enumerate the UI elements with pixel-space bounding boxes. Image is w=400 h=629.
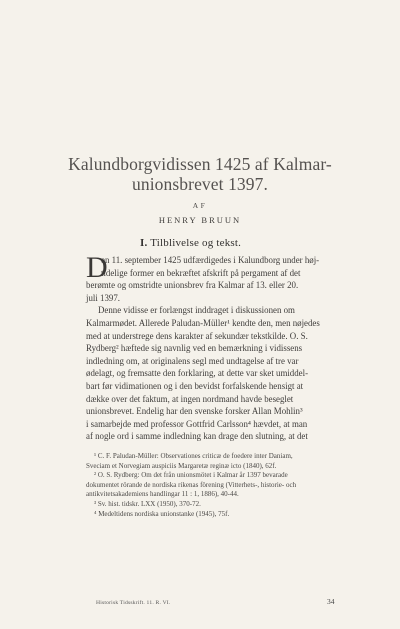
- paragraph-line: dække over det faktum, at ingen nordmand havde beseglet: [86, 393, 294, 404]
- drop-cap: D: [86, 251, 108, 284]
- paragraph-line: af nogle ord i samme indledning kan drage den slutning, at det: [86, 431, 308, 442]
- paragraph-line: bart før vidimationen og i den bevidst forfalskende hensigt at: [86, 380, 304, 391]
- body-text: [86, 251, 339, 443]
- paragraph-line: en 11. september 1425 udfærdigedes i Kalundborg under høj-: [101, 255, 320, 265]
- paragraph-line: tidelige former en bekræftet afskrift på pergament af det: [101, 267, 301, 278]
- byline-af: AF: [192, 201, 208, 210]
- footnote-1-line: Sveciam et Norvegiam auspiciis Margaretæ reginæ icto (1840), 62f.: [86, 461, 277, 470]
- running-footer-title: Historisk Tidsskrift. 11. R. VI.: [96, 600, 171, 606]
- section-heading: [140, 237, 241, 249]
- footnote-2-line: antikvitetsakademiens handlingar 11 : 1, 1886), 40-44.: [86, 490, 239, 499]
- footnote-3-line: ³ Sv. hist. tidskr. LXX (1950), 370-72.: [94, 499, 201, 508]
- paragraph-2: [86, 304, 339, 443]
- section-title: Tilblivelse og tekst.: [150, 237, 242, 249]
- article-title-line-1: Kalundborgvidissen 1425 af Kalmar-: [68, 154, 332, 174]
- author-name: HENRY BRUUN: [158, 215, 242, 225]
- paragraph-1: [86, 251, 339, 304]
- footnotes: [86, 452, 342, 519]
- footnote-4-line: ⁴ Medeltidens nordiska unionstanke (1945), 75f.: [94, 509, 230, 518]
- page-number: 34: [327, 597, 335, 606]
- footnote-2-line: dokumentet rörande de nordiska rikenas förening (Vitterhets-, historie- och: [86, 480, 297, 489]
- paragraph-line: med at understrege dens karakter af sekundær tekstkilde. O. S.: [86, 330, 308, 341]
- paragraph-line: juli 1397.: [86, 292, 121, 303]
- paragraph-line: indledning om, at originalens segl med undtagelse af tre var: [86, 355, 299, 366]
- section-number: I.: [140, 237, 148, 249]
- footnote-1-line: ¹ C. F. Paludan-Müller: Observationes criticæ de foedere inter Daniam,: [94, 452, 293, 460]
- paragraph-line: unionsbrevet. Endelig har den svenske forsker Allan Mohlin³: [86, 406, 303, 417]
- paragraph-line: Rydberg² hæftede sig navnlig ved en bemærkning i vidissens: [86, 343, 303, 354]
- paragraph-line: i samarbejde med professor Gottfrid Carlsson⁴ hævdet, at man: [86, 418, 308, 429]
- paragraph-line: Denne vidisse er forlængst inddraget i diskussionen om: [98, 305, 295, 316]
- paragraph-line: berømte og omstridte unionsbrev fra Kalmar af 13. eller 20.: [86, 280, 299, 291]
- paragraph-line: ødelagt, og fremsatte den forklaring, at dette var sket umiddel-: [86, 368, 309, 379]
- article-title-line-2: unionsbrevet 1397.: [132, 174, 268, 194]
- footnote-2-line: ² O. S. Rydberg: Om det från unionsmötet i Kalmar år 1397 bevarade: [94, 471, 288, 480]
- article-header: [0, 154, 400, 225]
- paragraph-line: Kalmarmødet. Allerede Paludan-Müller¹ kendte den, men nøjedes: [86, 317, 320, 328]
